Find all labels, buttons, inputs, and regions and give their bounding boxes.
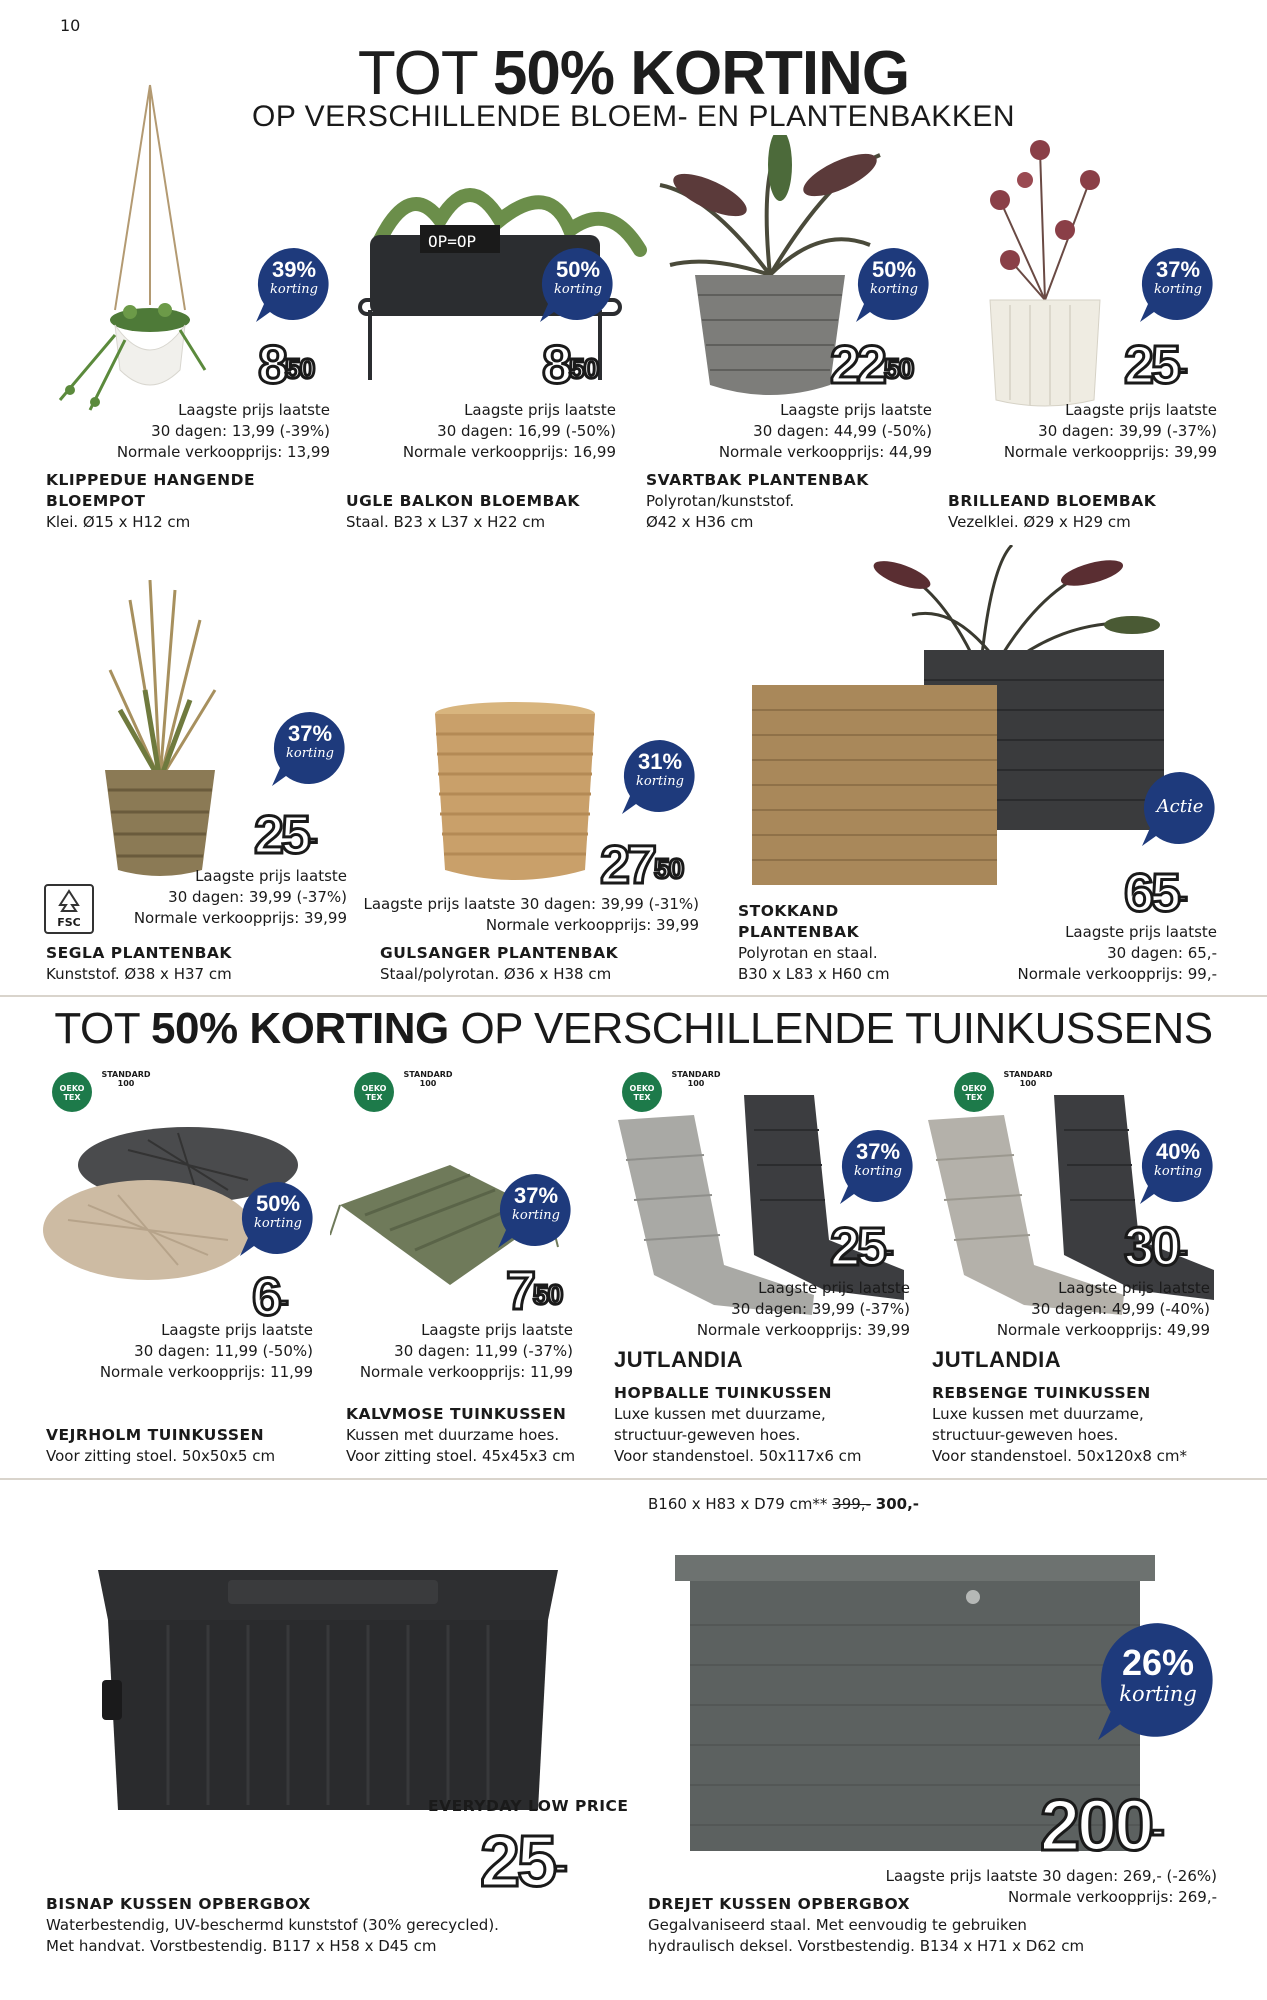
badge-percent: 39% (271, 257, 317, 282)
discount-badge (1140, 246, 1216, 322)
price-info: Laagste prijs laatste 30 dagen: 11,99 (-50%) Normale verkoopprijs: 11,99 (99, 1321, 313, 1381)
badge-percent: 37% (287, 721, 333, 746)
page-subtitle: OP VERSCHILLENDE BLOEM- EN PLANTENBAKKEN (252, 100, 1015, 133)
action-badge (1142, 770, 1218, 846)
oeko-tex-logo: OEKO TEX STANDARD 100 (952, 1070, 996, 1118)
price-info: Laagste prijs laatste 30 dagen: 39,99 (-37%) Normale verkoopprijs: 39,99 (696, 1279, 910, 1339)
rope-planter-image (430, 700, 600, 890)
badge-label: korting (636, 774, 684, 789)
product-title: SEGLA PLANTENBAK Kunststof. Ø38 x H37 cm (46, 944, 232, 983)
price: $7^{50}$ (506, 1261, 563, 1321)
section-divider (0, 1478, 1267, 1480)
product-title: STOKKAND PLANTENBAK Polyrotan en staal. B30 x L83 x H60 cm (738, 902, 890, 983)
oeko-tex-logo: OEKO TEX STANDARD 100 (352, 1070, 396, 1118)
product-title: KALVMOSE TUINKUSSEN Kussen met duurzame hoes. Voor zitting stoel. 45x45x3 cm (346, 1405, 576, 1465)
badge-percent: 37% (513, 1183, 559, 1208)
badge-label: korting (854, 1164, 902, 1179)
badge-percent: 50% (555, 257, 601, 282)
badge-percent: 50% (871, 257, 917, 282)
badge-label: korting (1154, 1164, 1202, 1179)
price: 6- (252, 1267, 288, 1327)
discount-badge (1140, 1128, 1216, 1204)
page-number: 10 (60, 16, 81, 35)
price-info: Laagste prijs laatste 30 dagen: 39,99 (-37%) Normale verkoopprijs: 39,99 (133, 867, 347, 927)
price: $8^{50}$ (542, 335, 599, 395)
product-title: REBSENGE TUINKUSSEN Luxe kussen met duurzame, structuur-geweven hoes. Voor standenstoel. 50x120x8 cm* (932, 1384, 1187, 1465)
price: 25- (480, 1822, 567, 1902)
section-title: TOT 50% KORTING OP VERSCHILLENDE TUINKUSSENS (54, 1004, 1213, 1053)
badge-label: korting (512, 1208, 560, 1223)
badge-percent: 37% (855, 1139, 901, 1164)
price: $8^{50}$ (258, 335, 315, 395)
price-info: Laagste prijs laatste 30 dagen: 39,99 (-31%) Normale verkoopprijs: 39,99 (363, 895, 699, 934)
badge-percent: 37% (1155, 257, 1201, 282)
badge-label: korting (1154, 282, 1202, 297)
product-title: VEJRHOLM TUINKUSSEN Voor zitting stoel. 50x50x5 cm (46, 1426, 276, 1465)
price: $22^{50}$ (830, 335, 914, 395)
product-title: KLIPPEDUE HANGENDE BLOEMPOT Klei. Ø15 x H12 cm (46, 471, 256, 531)
oeko-tex-logo: OEKO TEX STANDARD 100 (50, 1070, 94, 1118)
fsc-logo (44, 884, 94, 934)
section-divider (0, 995, 1267, 997)
everyday-low-price-label: EVERYDAY LOW PRICE (428, 1797, 629, 1815)
basket-grass-image (90, 580, 230, 880)
product-title: BRILLEAND BLOEMBAK Vezelklei. Ø29 x H29 cm (948, 492, 1157, 531)
product-title: BISNAP KUSSEN OPBERGBOX Waterbestendig, UV-beschermd kunststof (30% gerecycled). Met handvat. Vorstbestendig. B117 x H58 x D45 cm (46, 1895, 499, 1955)
tree-icon (56, 889, 82, 915)
price-info: Laagste prijs laatste 30 dagen: 11,99 (-37%) Normale verkoopprijs: 11,99 (359, 1321, 573, 1381)
badge-percent: 50% (255, 1191, 301, 1216)
discount-badge (622, 738, 698, 814)
fsc-label: FSC (57, 916, 81, 929)
price: 25- (830, 1217, 893, 1277)
price-info: Laagste prijs laatste 30 dagen: 269,- (-26%) Normale verkoopprijs: 269,- (885, 1867, 1217, 1906)
product-title: GULSANGER PLANTENBAK Staal/polyrotan. Ø36 x H38 cm (380, 944, 619, 983)
price-info: Laagste prijs laatste 30 dagen: 49,99 (-40%) Normale verkoopprijs: 49,99 (996, 1279, 1210, 1339)
discount-badge (272, 710, 348, 786)
badge-label: korting (270, 282, 318, 297)
price: $27^{50}$ (600, 835, 684, 895)
product-title: HOPBALLE TUINKUSSEN Luxe kussen met duurzame, structuur-geweven hoes. Voor standenstoel. 50x117x6 cm (614, 1384, 862, 1465)
product-title: UGLE BALKON BLOEMBAK Staal. B23 x L37 x H22 cm (346, 492, 580, 531)
discount-badge (1098, 1620, 1218, 1740)
badge-label: korting (554, 282, 602, 297)
price-info: Laagste prijs laatste 30 dagen: 44,99 (-50%) Normale verkoopprijs: 44,99 (718, 401, 932, 461)
price-info: Laagste prijs laatste 30 dagen: 39,99 (-37%) Normale verkoopprijs: 39,99 (1003, 401, 1217, 461)
product-title: DREJET KUSSEN OPBERGBOX Gegalvaniseerd staal. Met eenvoudig te gebruiken hydraulisch deksel. Vorstbestendig. B134 x H71 x D62 cm (648, 1895, 1085, 1955)
title-pre: TOT (357, 39, 477, 108)
discount-badge (856, 246, 932, 322)
badge-percent: 31% (637, 749, 683, 774)
badge-label: korting (254, 1216, 302, 1231)
badge-percent: 40% (1155, 1139, 1201, 1164)
price-info: Laagste prijs laatste 30 dagen: 16,99 (-50%) Normale verkoopprijs: 16,99 (402, 401, 616, 461)
discount-badge (256, 246, 332, 322)
badge-label: Actie (1156, 796, 1204, 817)
size-price-note: B160 x H83 x D79 cm** 399,- 300,- (648, 1495, 920, 1513)
price: 30- (1124, 1217, 1187, 1277)
price-info: Laagste prijs laatste 30 dagen: 13,99 (-39%) Normale verkoopprijs: 13,99 (116, 401, 330, 461)
discount-badge (840, 1128, 916, 1204)
price: 25- (1124, 335, 1187, 395)
price: 200- (1040, 1786, 1164, 1866)
hanging-pot-image (40, 80, 210, 420)
title-bold: 50% KORTING (492, 39, 910, 108)
product-title: SVARTBAK PLANTENBAK Polyrotan/kunststof. Ø42 x H36 cm (646, 471, 869, 531)
price: 25- (254, 805, 317, 865)
badge-label: korting (1119, 1682, 1197, 1706)
storage-box-image (88, 1560, 568, 1820)
badge-label: korting (286, 746, 334, 761)
badge-percent: 26% (1121, 1642, 1195, 1683)
oeko-tex-logo: OEKO TEX STANDARD 100 (620, 1070, 664, 1118)
discount-badge (240, 1180, 316, 1256)
discount-badge (540, 246, 616, 322)
price-info: Laagste prijs laatste 30 dagen: 65,- Normale verkoopprijs: 99,- (1017, 923, 1217, 983)
brand-logo: JUTLANDIA (614, 1347, 744, 1372)
price: 65- (1124, 863, 1187, 923)
brand-logo: JUTLANDIA (932, 1347, 1062, 1372)
tall-planters-image (752, 545, 1172, 895)
white-planter-image (970, 130, 1120, 410)
badge-label: korting (870, 282, 918, 297)
op-op-sign: OP=OP (428, 232, 477, 251)
discount-badge (498, 1172, 574, 1248)
